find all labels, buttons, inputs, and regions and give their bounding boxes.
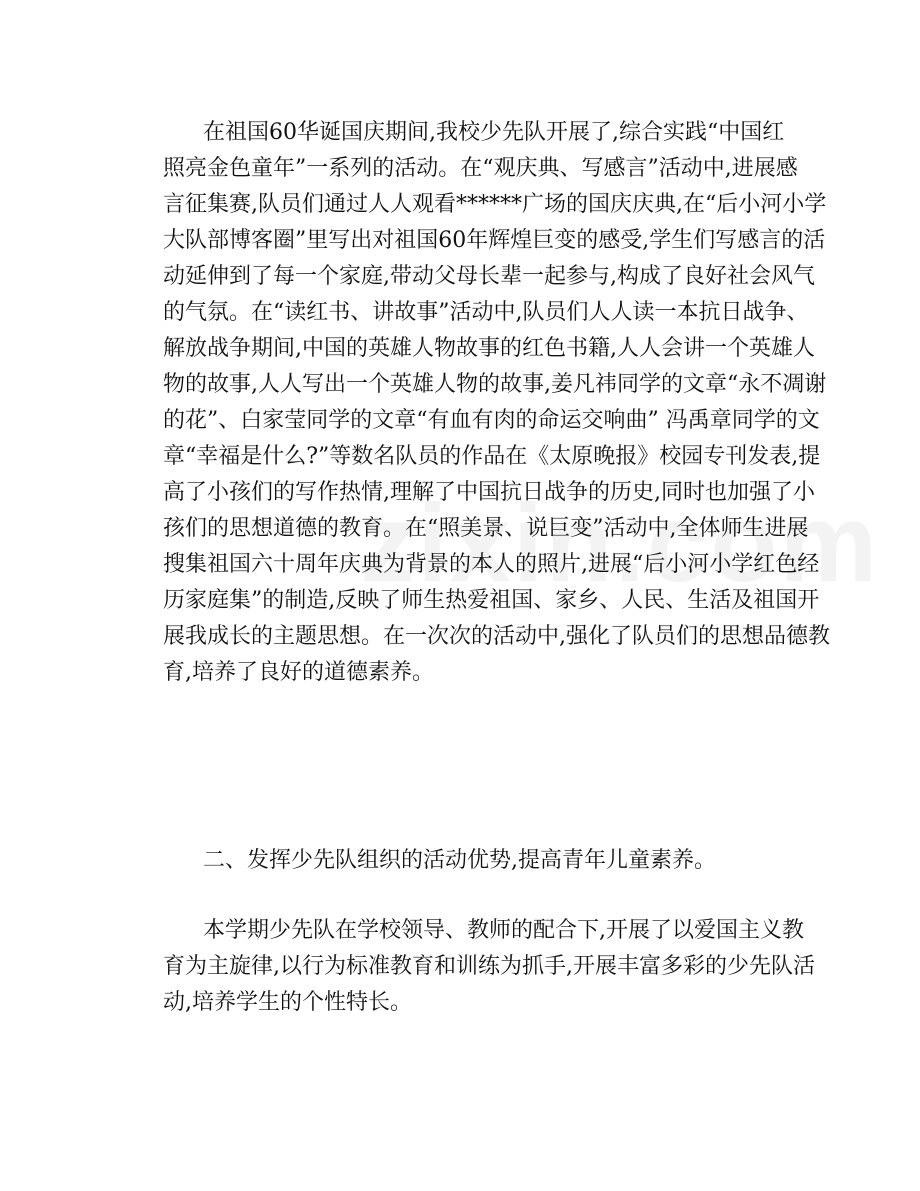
text-line: 搜集祖国六十周年庆典为背景的本人的照片,进展“后小河小学红色经 xyxy=(163,552,820,577)
text-line: 解放战争期间,中国的英雄人物故事的红色书籍,人人会讲一个英雄人 xyxy=(163,336,815,361)
paragraph-1 xyxy=(163,115,830,691)
text-line: 大队部博客圈”里写出对祖国60年辉煌巨变的感受,学生们写感言的活 xyxy=(163,228,826,253)
paragraph-2 xyxy=(163,913,815,1021)
text-line: 动延伸到了每一个家庭,带动父母长辈一起参与,构成了良好社会风气 xyxy=(163,264,815,289)
text-line: 的气氛。在“读红书、讲故事”活动中,队员们人人读一本抗日战争、 xyxy=(163,300,809,325)
text-line: 展我成长的主题思想。在一次次的活动中,强化了队员们的思想品德教 xyxy=(163,624,830,649)
text-line: 育为主旋律,以行为标准教育和训练为抓手,开展丰富多彩的少先队活 xyxy=(163,954,815,979)
text-line: 照亮金色童年”一系列的活动。在“观庆典、写感言”活动中,进展感 xyxy=(163,156,798,181)
heading-text: 二、发挥少先队组织的活动优势,提高青年儿童素养。 xyxy=(203,848,716,873)
text-line: 育,培养了良好的道德素养。 xyxy=(163,660,434,685)
text-line: 的花”、白家莹同学的文章“有血有肉的命运交响曲” 冯禹章同学的文 xyxy=(163,408,820,433)
text-line: 孩们的思想道德的教育。在“照美景、说巨变”活动中,全体师生进展 xyxy=(163,516,809,541)
section-heading-2 xyxy=(163,843,773,879)
text-line: 本学期少先队在学校领导、教师的配合下,开展了以爱国主义教 xyxy=(203,918,804,943)
text-line: 言征集赛,队员们通过人人观看******广场的国庆庆典,在“后小河小学 xyxy=(163,192,827,217)
text-line: 高了小孩们的写作热情,理解了中国抗日战争的历史,同时也加强了小 xyxy=(163,480,815,505)
text-line: 章“幸福是什么?”等数名队员的作品在《太原晚报》校园专刊发表,提 xyxy=(163,444,821,469)
text-line: 动,培养学生的个性特长。 xyxy=(163,990,412,1015)
text-line: 在祖国60华诞国庆期间,我校少先队开展了,综合实践“中国红 xyxy=(203,120,785,145)
text-line: 物的故事,人人写出一个英雄人物的故事,姜凡祎同学的文章“永不凋谢 xyxy=(163,372,827,397)
text-line: 历家庭集”的制造,反映了师生热爱祖国、家乡、人民、生活及祖国开 xyxy=(163,588,820,613)
